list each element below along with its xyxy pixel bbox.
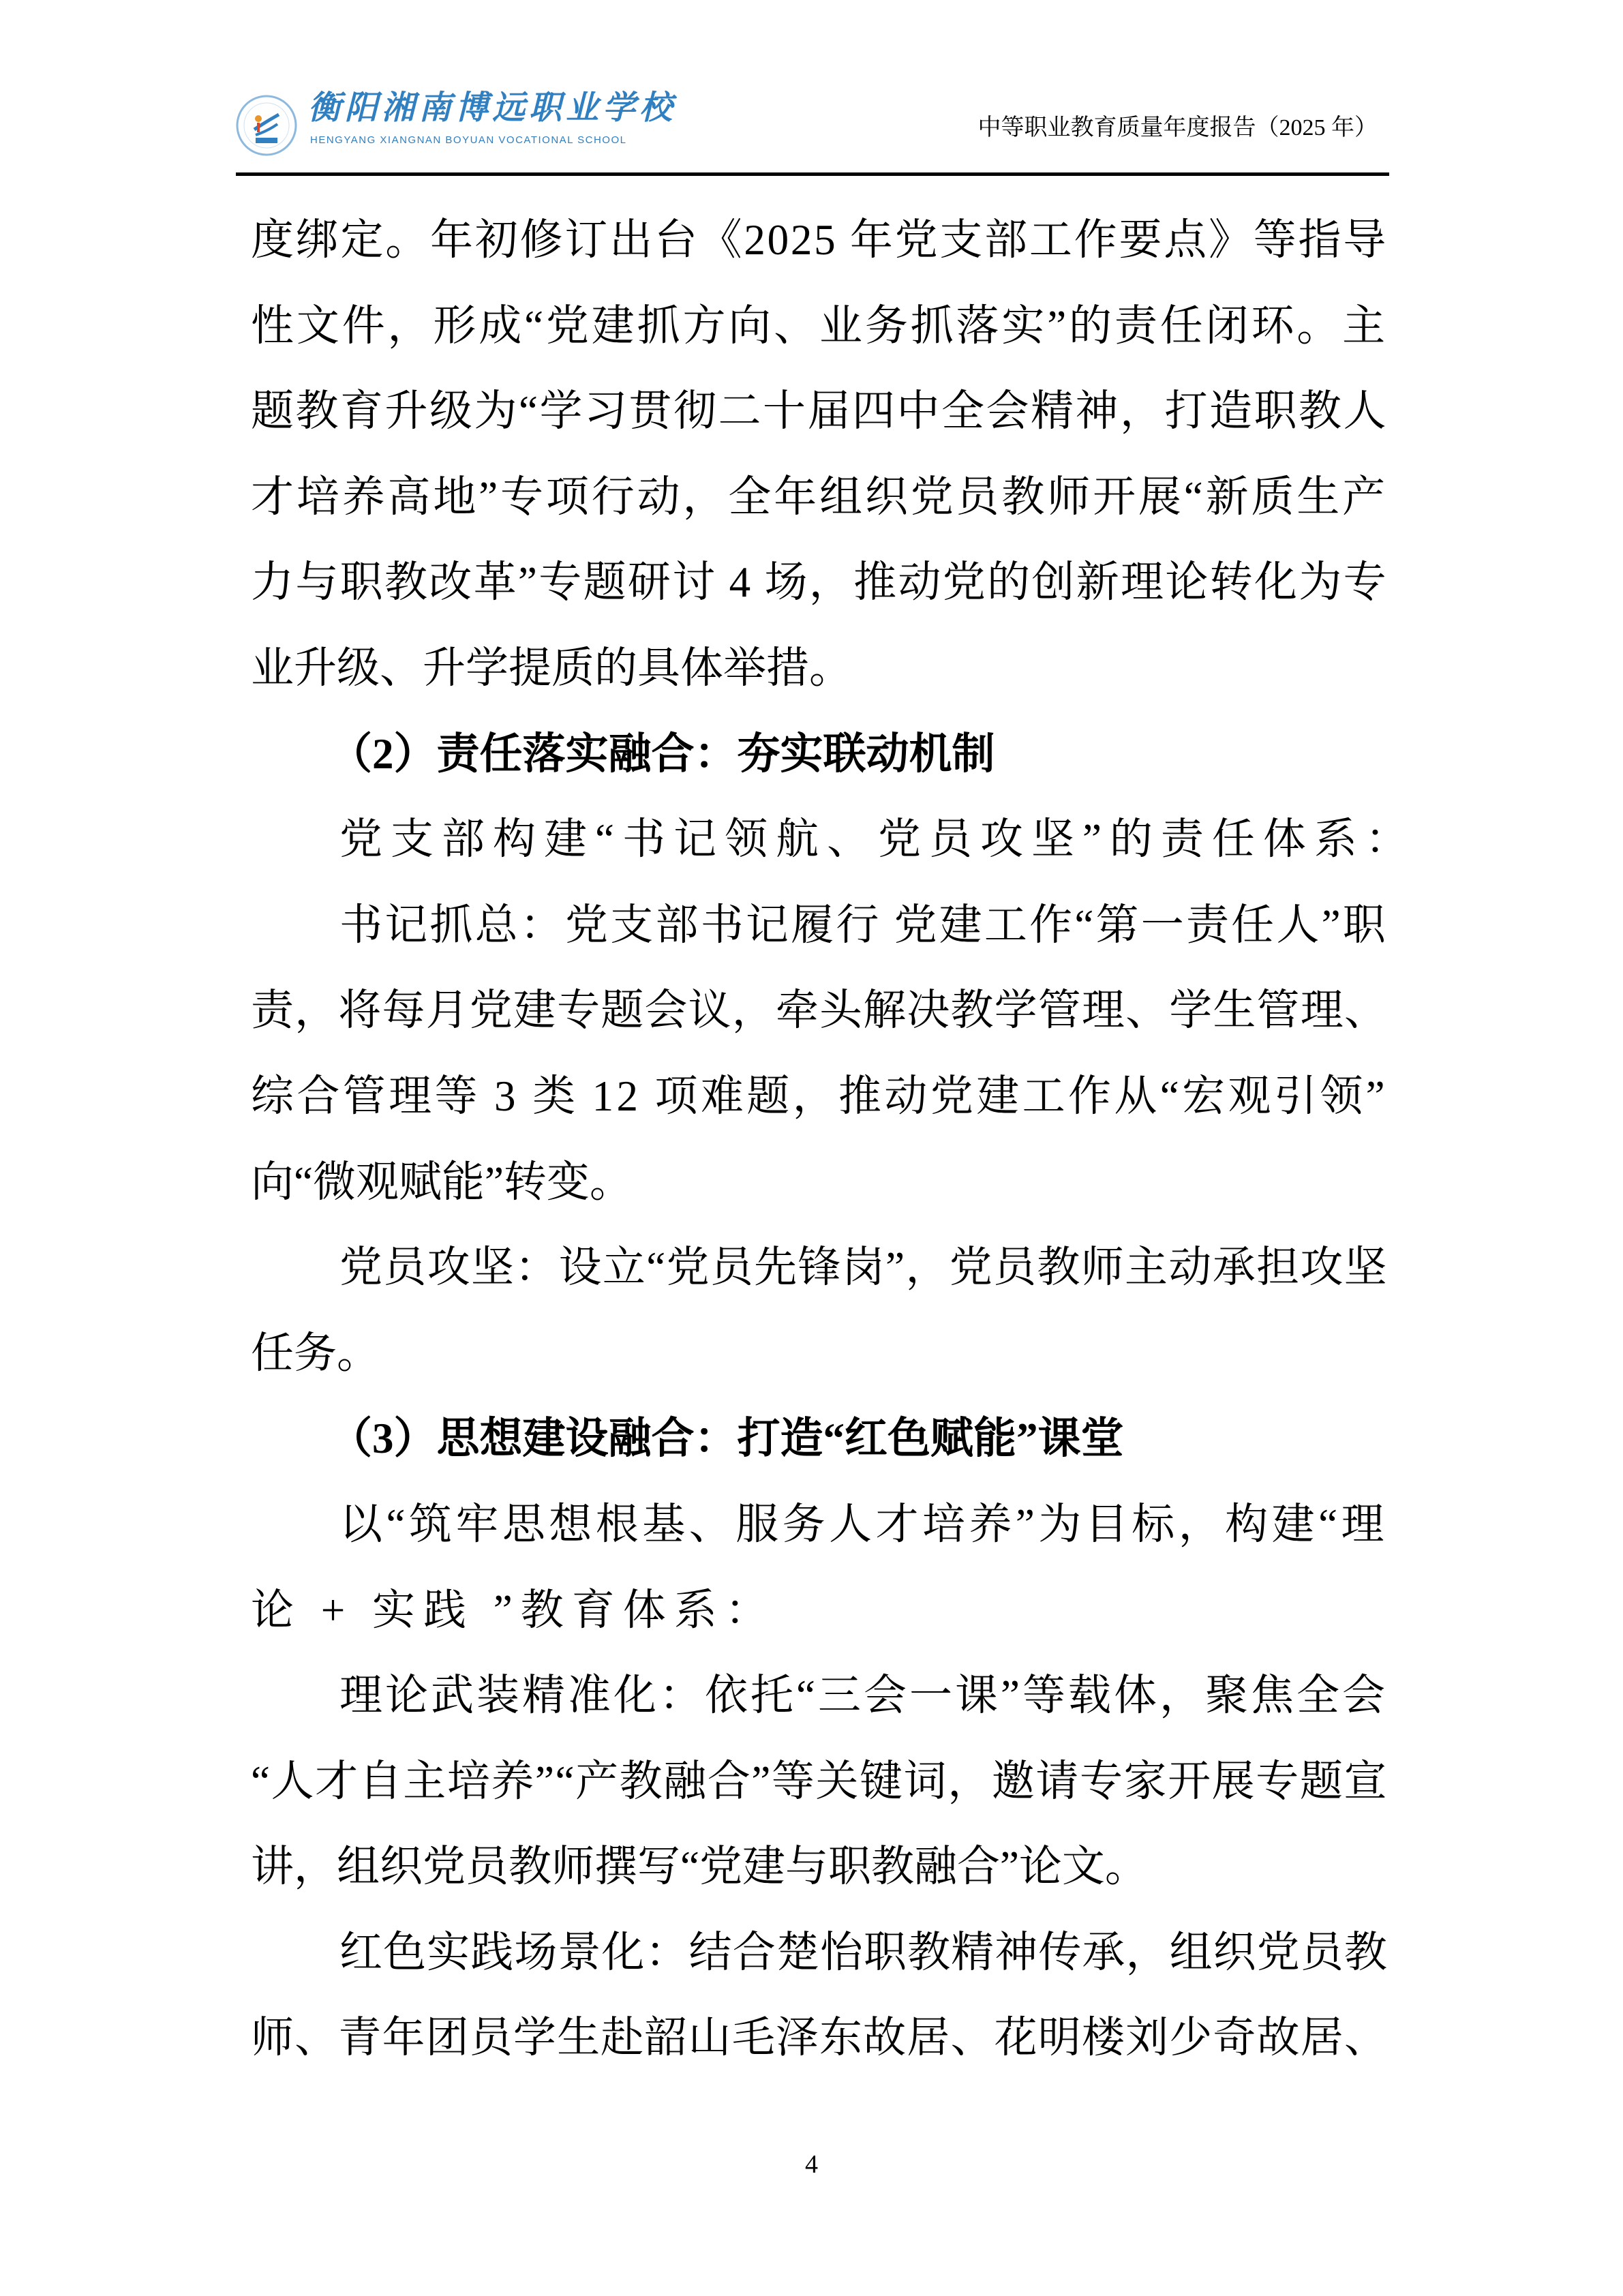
text-line <box>251 1568 1388 1654</box>
text-line-content: 力与职教改革”专题研讨 4 场，推动党的创新理论转化为专 <box>251 558 1388 607</box>
text-line-content: （3）思想建设融合：打造“红色赋能”课堂 <box>329 1415 1124 1463</box>
school-name-cn: 衡阳湘南博远职业学校 <box>308 89 677 127</box>
text-line <box>251 1824 1388 1910</box>
section-heading <box>251 712 1388 798</box>
text-line <box>251 1739 1388 1825</box>
text-line <box>251 797 1416 883</box>
text-line-content: 任务。 <box>251 1329 380 1377</box>
text-line <box>251 284 1388 369</box>
report-title: 中等职业教育质量年度报告（2025 年） <box>977 115 1378 140</box>
text-line <box>251 455 1388 541</box>
text-line-content: 才培养高地”专项行动，全年组织党员教师开展“新质生产 <box>251 472 1388 521</box>
text-line <box>251 369 1388 455</box>
text-line <box>251 1311 1388 1397</box>
text-line <box>251 1482 1388 1568</box>
document-body <box>251 198 1416 2081</box>
text-line-content: 综合管理等 3 类 12 项难题，推动党建工作从“宏观引领” <box>251 1072 1388 1120</box>
text-line <box>251 1140 1388 1226</box>
text-line-content: 业升级、升学提质的具体举措。 <box>251 644 852 692</box>
text-line <box>251 626 1388 712</box>
text-line-content: 题教育升级为“学习贯彻二十届四中全会精神，打造职教人 <box>251 387 1388 436</box>
text-line-content: 党支部构建“书记领航、党员攻坚”的责任体系： <box>339 815 1416 864</box>
text-line-content: 向“微观赋能”转变。 <box>251 1158 633 1206</box>
text-line <box>251 968 1388 1054</box>
text-line <box>251 1995 1388 2081</box>
text-line-content: 论 + 实践 ”教育体系： <box>251 1586 776 1634</box>
text-line <box>251 1225 1388 1311</box>
text-line <box>251 1910 1388 1996</box>
text-line-content: 理论武装精准化：依托“三会一课”等载体，聚焦全会 <box>339 1672 1388 1720</box>
text-line-content: 党员攻坚：设立“党员先锋岗”，党员教师主动承担攻坚 <box>339 1243 1388 1292</box>
text-line-content: “人才自主培养”“产教融合”等关键词，邀请专家开展专题宣 <box>251 1757 1388 1805</box>
text-line-content: 师、青年团员学生赴韶山毛泽东故居、花明楼刘少奇故居、 <box>251 2014 1388 2062</box>
text-line-content: 责，将每月党建专题会议，牵头解决教学管理、学生管理、 <box>251 986 1388 1035</box>
text-line-content: 度绑定。年初修订出台《2025 年党支部工作要点》等指导 <box>251 216 1388 264</box>
section-heading <box>251 1396 1388 1482</box>
text-line-content: 红色实践场景化：结合楚怡职教精神传承，组织党员教 <box>339 1928 1388 1976</box>
school-logo-icon <box>235 94 298 157</box>
school-name-en: HENGYANG XIANGNAN BOYUAN VOCATIONAL SCHOOL <box>310 134 627 146</box>
page-number: 4 <box>805 2150 818 2179</box>
text-line-content: 以“筑牢思想根基、服务人才培养”为目标，构建“理 <box>339 1500 1388 1548</box>
text-line-content: 书记抓总：党支部书记履行 党建工作“第一责任人”职 <box>339 901 1388 949</box>
text-line-content: 性文件，形成“党建抓方向、业务抓落实”的责任闭环。主 <box>251 301 1388 350</box>
text-line <box>251 1653 1388 1739</box>
text-line <box>251 198 1388 284</box>
text-line <box>251 1054 1388 1140</box>
text-line-content: （2）责任落实融合：夯实联动机制 <box>329 729 995 778</box>
text-line <box>251 540 1388 626</box>
text-line <box>251 883 1388 969</box>
text-line-content: 讲，组织党员教师撰写“党建与职教融合”论文。 <box>251 1843 1148 1891</box>
header-divider <box>236 172 1389 176</box>
